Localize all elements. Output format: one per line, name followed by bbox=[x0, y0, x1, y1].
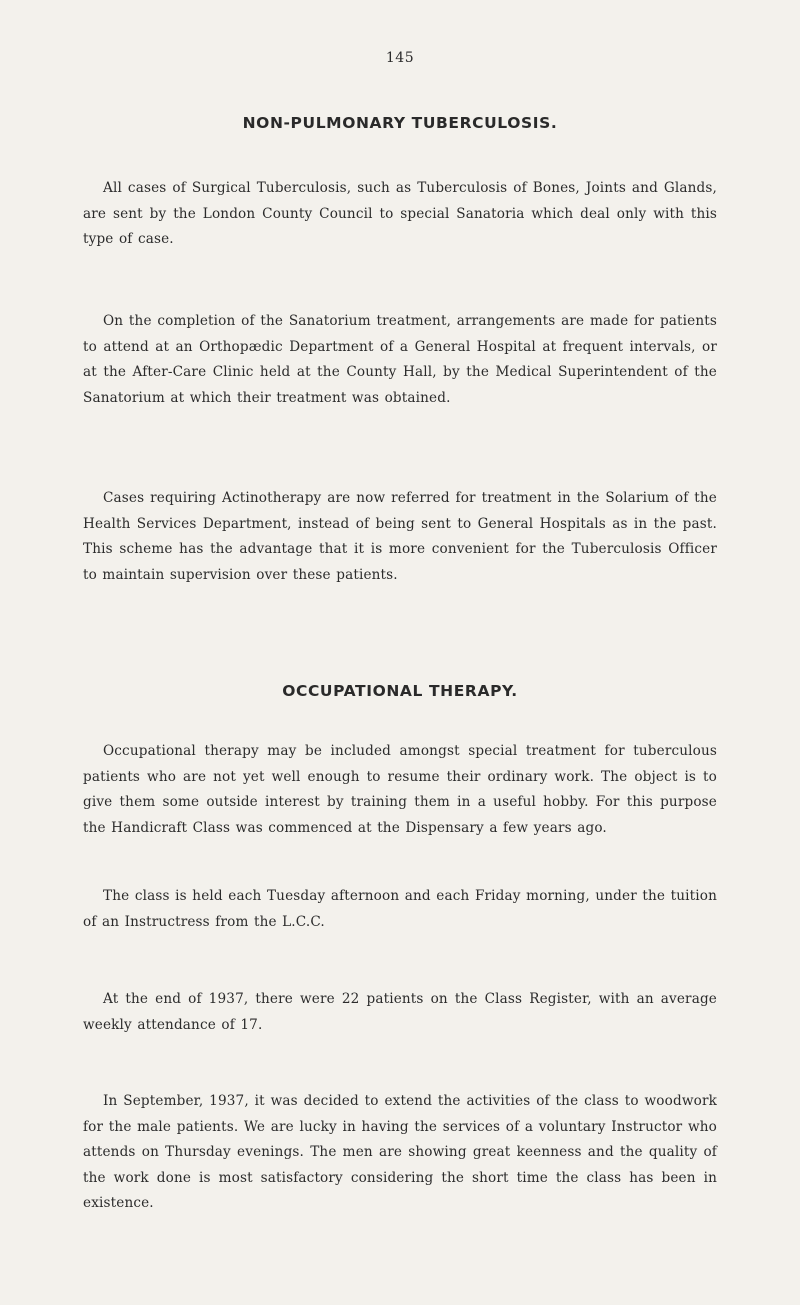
page-number: 145 bbox=[385, 50, 415, 66]
heading-non-pulmonary-tuberculosis: NON-PULMONARY TUBERCULOSIS. bbox=[242, 114, 558, 132]
paragraph-actinotherapy: Cases requiring Actinotherapy are now referred for treatment in the Solarium of the Health Services Department, instead of being sent to General Hospitals as in the past. This scheme has the advantage that it is more convenient for the Tuberculosis Officer to maintain supervision over these patients. bbox=[83, 490, 717, 583]
paragraph-surgical-tuberculosis: All cases of Surgical Tuberculosis, such as Tuberculosis of Bones, Joints and Glands, are sent by the London County Council to special Sanatoria which deal only with this type of case. bbox=[83, 180, 717, 247]
paragraph-class-register: At the end of 1937, there were 22 patients on the Class Register, with an average weekly attendance of 17. bbox=[83, 991, 717, 1033]
paragraph-woodwork: In September, 1937, it was decided to extend the activities of the class to woodwork for the male patients. We are lucky in having the services of a voluntary Instructor who attends on Thursday evenings. The men are showing great keenness and the quality of the work done is most satisfactory considering the short time the class has been in existence. bbox=[83, 1093, 717, 1211]
paragraph-occupational-therapy-intro: Occupational therapy may be included amongst special treatment for tuberculous patients who are not yet well enough to resume their ordinary work. The object is to give them some outside interest by training them in a useful hobby. For this purpose the Handicraft Class was commenced at the Dispensary a few years ago. bbox=[83, 743, 717, 836]
paragraph-sanatorium-aftercare: On the completion of the Sanatorium treatment, arrangements are made for patients to attend at an Orthopædic Department of a General Hospital at frequent intervals, or at the After-Care Clinic held at the County Hall, by the Medical Superintendent of the Sanatorium at which their treatment was obtained. bbox=[83, 313, 717, 406]
heading-occupational-therapy: OCCUPATIONAL THERAPY. bbox=[282, 682, 518, 700]
paragraph-class-schedule: The class is held each Tuesday afternoon and each Friday morning, under the tuition of an Instructress from the L.C.C. bbox=[83, 888, 717, 930]
